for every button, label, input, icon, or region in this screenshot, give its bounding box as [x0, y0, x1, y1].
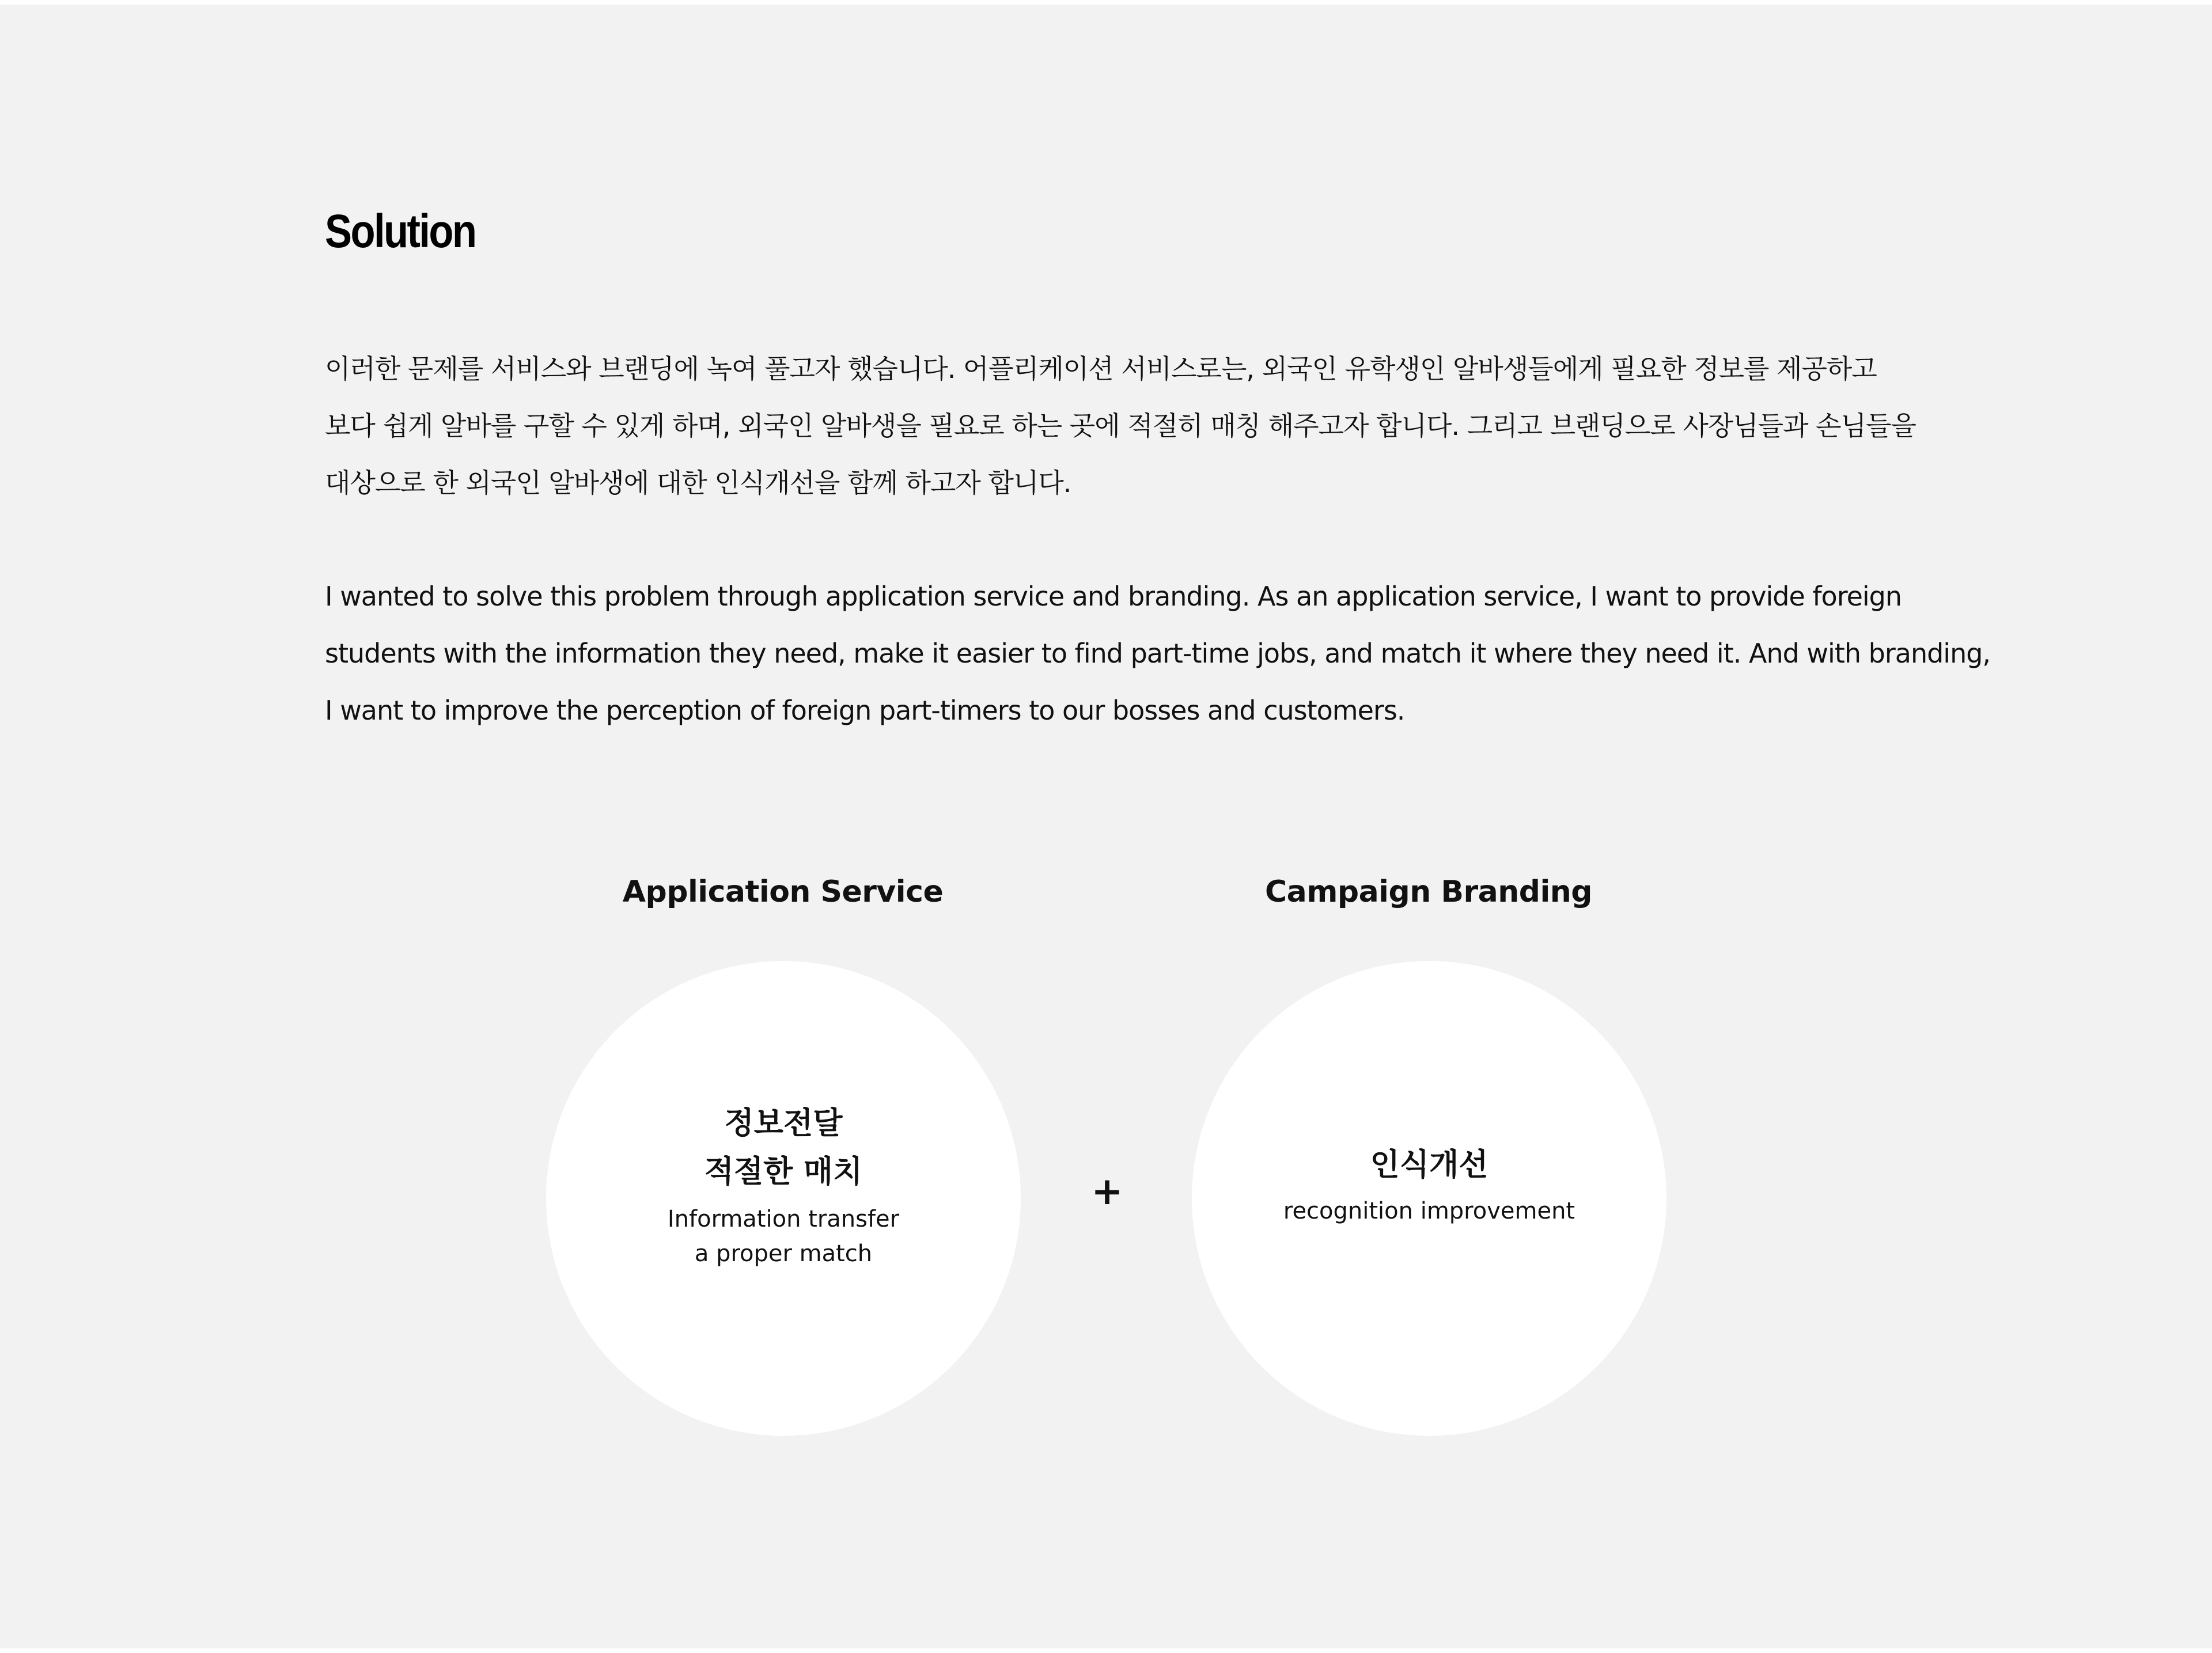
- section-title: Solution: [325, 205, 476, 258]
- recognition-improvement-ko-label: 인식개선: [1370, 1147, 1488, 1182]
- intro-en-line-3: I want to improve the perception of foreign part-timers to our bosses and customers.: [325, 695, 1405, 726]
- application-service-circle-content: [546, 1099, 1021, 1271]
- plus-connector: +: [1091, 1169, 1123, 1213]
- info-transfer-en-label: Information transfer: [667, 1206, 900, 1232]
- campaign-branding-circle-content: [1192, 1141, 1666, 1228]
- proper-match-ko-label: 적절한 매치: [704, 1154, 863, 1189]
- intro-ko-line-1: 이러한 문제를 서비스와 브랜딩에 녹여 풀고자 했습니다. 어플리케이션 서비스로는, 외국인 유학생인 알바생들에게 필요한 정보를 제공하고: [325, 353, 1877, 384]
- proper-match-en-label: a proper match: [694, 1240, 873, 1267]
- solution-page: [0, 5, 2212, 1648]
- info-transfer-ko-label: 정보전달: [724, 1106, 843, 1141]
- application-service-heading: Application Service: [622, 875, 944, 909]
- recognition-improvement-en-label: recognition improvement: [1283, 1198, 1575, 1224]
- intro-ko-line-3: 대상으로 한 외국인 알바생에 대한 인식개선을 함께 하고자 합니다.: [325, 467, 1071, 498]
- intro-paragraph-korean: [325, 341, 1916, 512]
- campaign-branding-circle: [1192, 961, 1666, 1436]
- intro-ko-line-2: 보다 쉽게 알바를 구할 수 있게 하며, 외국인 알바생을 필요로 하는 곳에 적절히 매칭 해주고자 합니다. 그리고 브랜딩으로 사장님들과 손님들을: [325, 410, 1916, 441]
- intro-paragraph-english: [325, 568, 1991, 739]
- campaign-branding-heading: Campaign Branding: [1264, 875, 1593, 909]
- intro-en-line-2: students with the information they need, make it easier to find part-time jobs, and match it where they need it. And with branding,: [325, 638, 1991, 669]
- intro-en-line-1: I wanted to solve this problem through application service and branding. As an application service, I want to provide foreign: [325, 581, 1902, 612]
- application-service-circle: [546, 961, 1021, 1436]
